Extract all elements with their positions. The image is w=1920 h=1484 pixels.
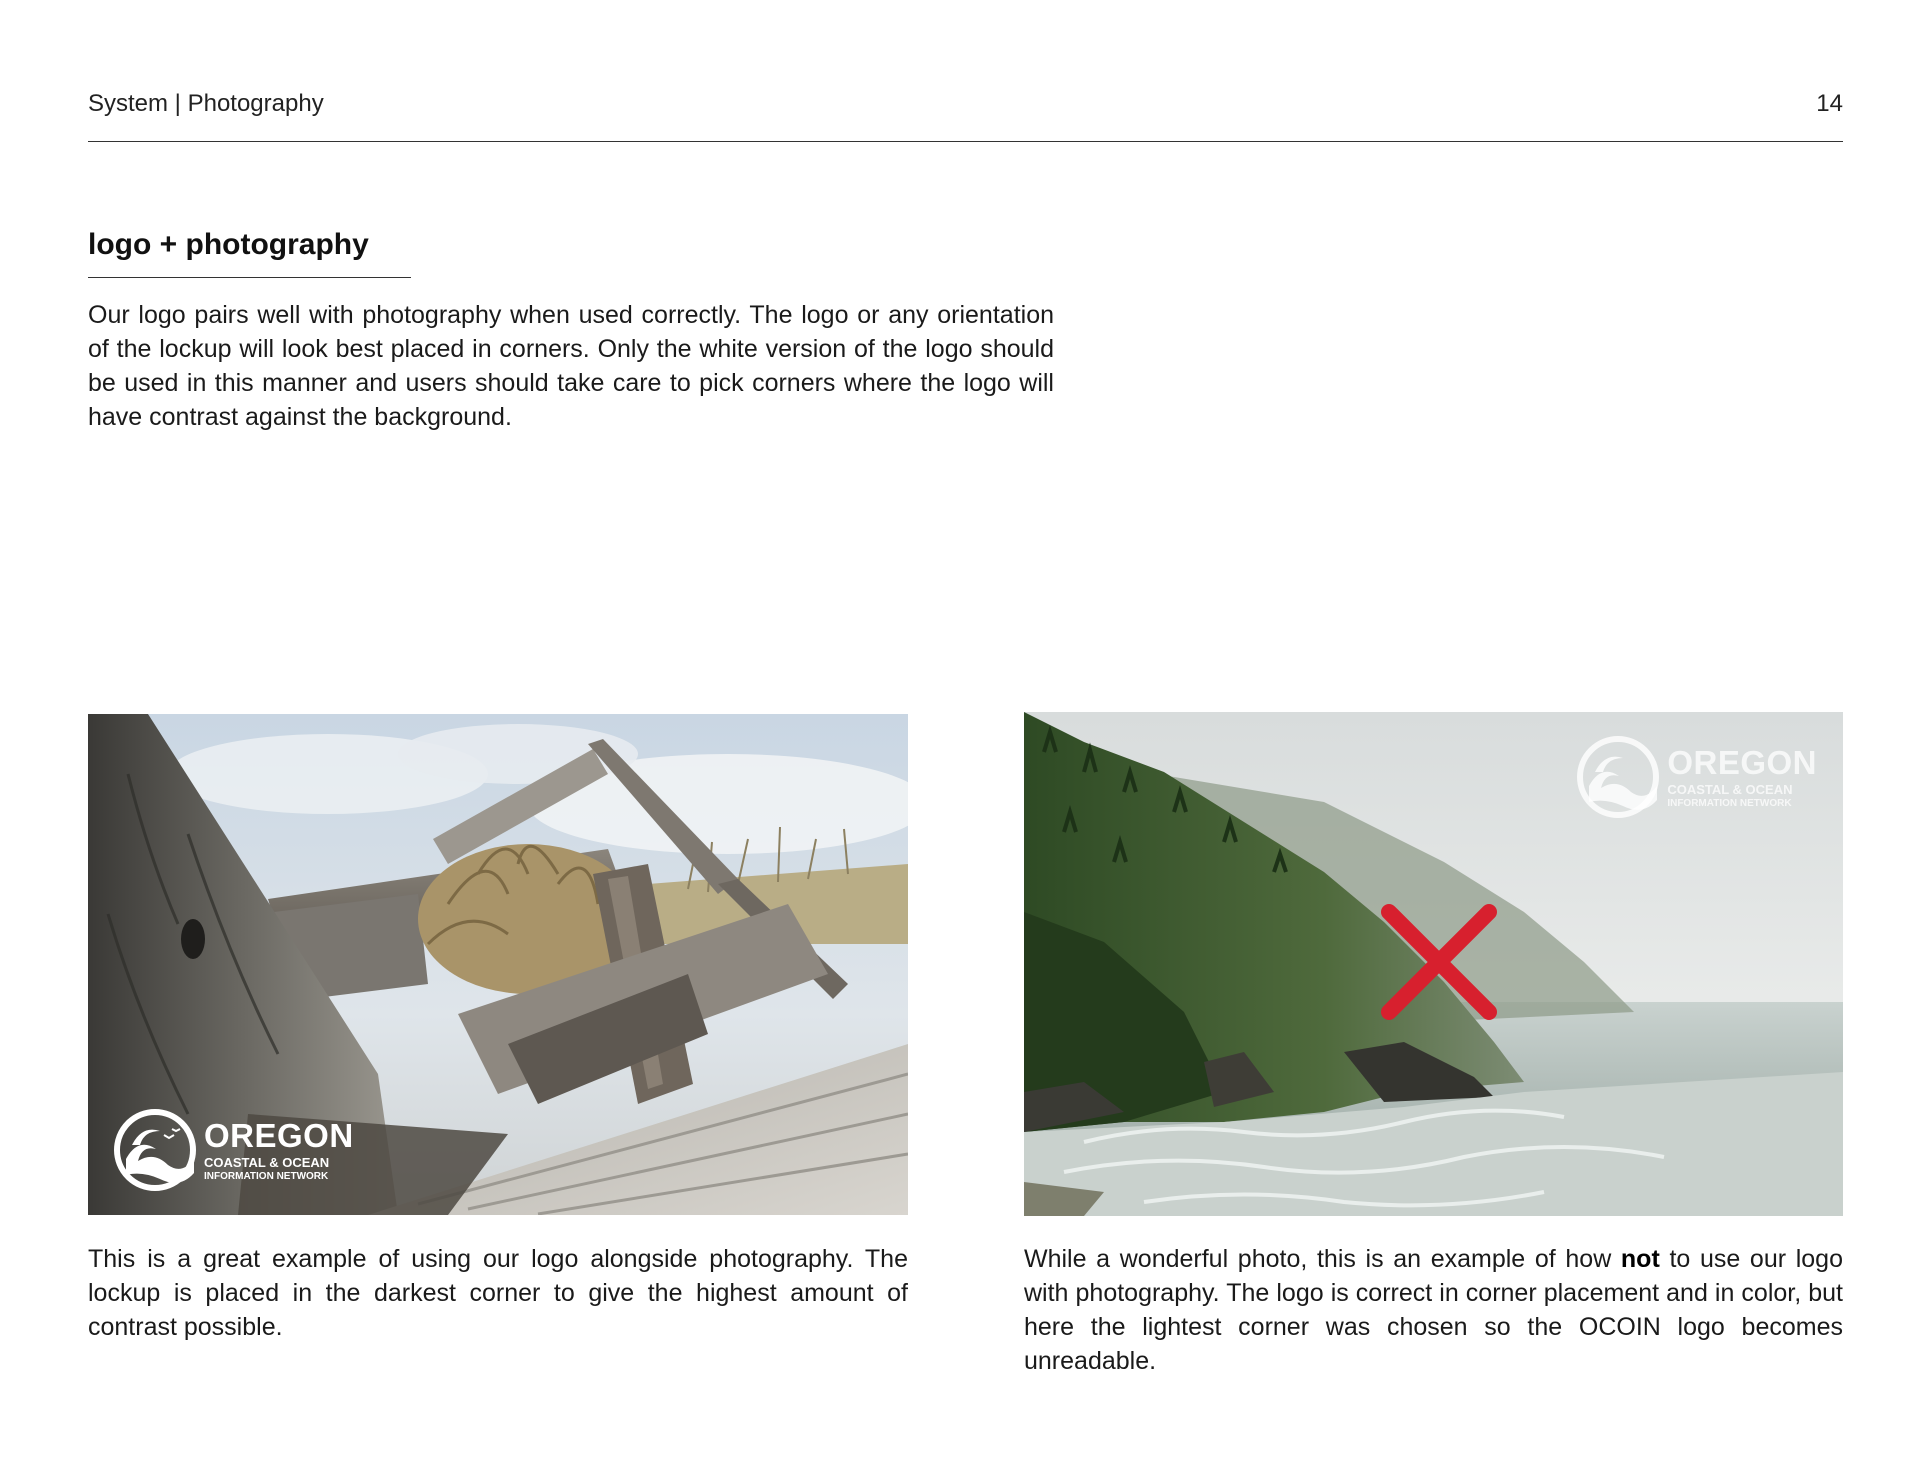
page-section-label: System | Photography <box>88 90 324 117</box>
bad-caption-emphasis: not <box>1620 1245 1660 1273</box>
logo-name: OREGON <box>204 1116 354 1154</box>
wave-logo-icon-faded <box>1575 734 1661 820</box>
bad-caption-part1: While a wonderful photo, this is an example of how <box>1024 1245 1621 1273</box>
coastal-cliff-photo <box>1024 712 1843 1216</box>
logo-line3-faded: INFORMATION NETWORK <box>1667 797 1792 809</box>
bad-example-caption <box>1024 1242 1843 1378</box>
wave-logo-icon <box>112 1107 198 1193</box>
logo-name-faded: OREGON <box>1667 743 1817 781</box>
bad-caption-part2: to use our logo with photography. The logo is correct in corner placement and in color, but here the lightest corner was chosen so the OCOIN logo becomes unreadable. <box>1024 1245 1843 1375</box>
logo-lockup-bad <box>1575 734 1817 820</box>
page-number: 14 <box>1816 90 1843 117</box>
logo-line2: COASTAL & OCEAN <box>204 1154 330 1170</box>
logo-lockup-good <box>112 1107 354 1193</box>
title-underline <box>88 277 411 278</box>
intro-paragraph: Our logo pairs well with photography when used correctly. The logo or any orientation of the lockup will look best placed in corners. Only the white version of the logo should be used in this manner and users should take care to pick corners where the logo will have contrast against the background. <box>88 301 1054 431</box>
header-divider <box>88 141 1843 142</box>
section-title: logo + photography <box>88 228 369 261</box>
driftwood-photo <box>88 714 908 1215</box>
logo-line3: INFORMATION NETWORK <box>204 1170 329 1182</box>
good-example-caption: This is a great example of using our logo alongside photography. The lockup is placed in the darkest corner to give the highest amount of contrast possible. <box>88 1245 908 1341</box>
logo-line2-faded: COASTAL & OCEAN <box>1667 781 1793 797</box>
incorrect-x-icon <box>1379 902 1499 1022</box>
